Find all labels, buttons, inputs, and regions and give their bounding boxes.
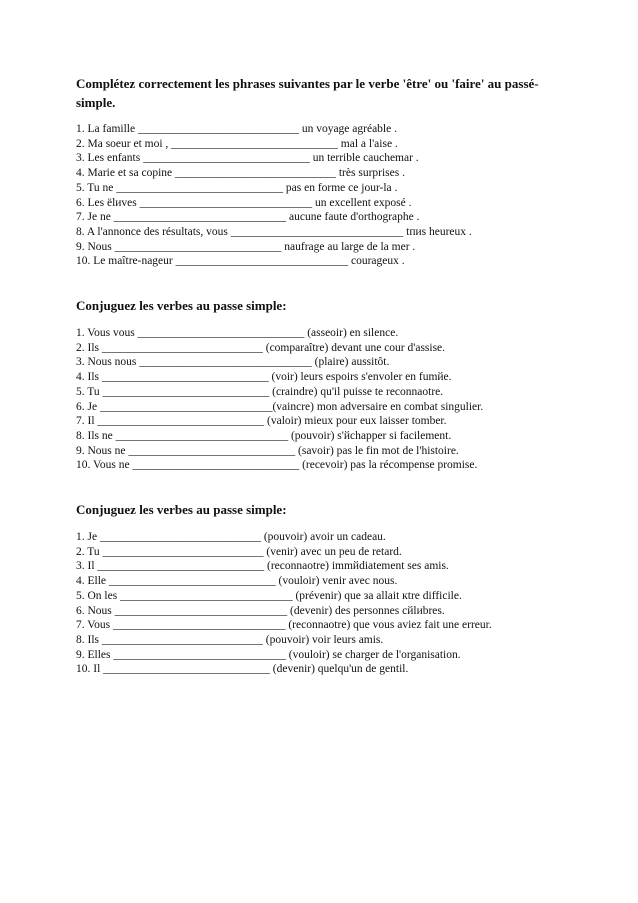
- exercise-list: [76, 122, 566, 269]
- exercise-line: 3. Il _____________________________ (reconnaotre) immйdiatement ses amis.: [76, 560, 449, 573]
- exercise-line: 1. Je ____________________________ (pouvoir) avoir un cadeau.: [76, 531, 386, 544]
- exercise-line: 2. Ma soeur et moi , _____________________________ mal a l'aise .: [76, 137, 398, 150]
- exercise-line: 8. A l'annonce des résultats, vous ______________________________ tпиs heureux .: [76, 225, 472, 238]
- exercise-line: 10. Il _____________________________ (devenir) quelqu'un de gentil.: [76, 663, 409, 676]
- exercise-line: 2. Ils ____________________________ (comparaître) devant une cour d'assise.: [76, 341, 446, 354]
- exercise-line: 5. Tu _____________________________ (craindre) qu'il puisse te reconnaotre.: [76, 385, 444, 398]
- section-heading: Conjuguez les verbes au passe simple:: [76, 298, 287, 314]
- exercise-line: 8. Ils ne ______________________________ (pouvoir) s'йchapper si facilement.: [76, 429, 452, 442]
- exercise-line: 10. Le maître-nageur ______________________________ courageux .: [76, 255, 405, 268]
- exercise-line: 4. Ils _____________________________ (voir) leurs espoirs s'envoler en fumйe.: [76, 371, 452, 384]
- exercise-list: [76, 326, 566, 473]
- section-heading: Conjuguez les verbes au passe simple:: [76, 502, 287, 518]
- section-passe-simple-2: [76, 500, 566, 677]
- exercise-line: 8. Ils ____________________________ (pouvoir) voir leurs amis.: [76, 633, 384, 646]
- exercise-line: 6. Nous ______________________________ (devenir) des personnes cйlиbres.: [76, 604, 445, 617]
- exercise-line: 9. Nous _____________________________ naufrage au large de la mer .: [76, 240, 416, 253]
- exercise-line: 9. Nous ne _____________________________ (savoir) pas le fin mot de l'histoire.: [76, 444, 459, 457]
- exercise-line: 7. Je ne ______________________________ aucune faute d'orthographe .: [76, 211, 420, 224]
- exercise-line: 6. Les ëlиves ______________________________ un excellent exposé .: [76, 196, 412, 209]
- exercise-line: 1. La famille ____________________________ un voyage agréable .: [76, 123, 397, 135]
- worksheet-page: [76, 74, 566, 677]
- exercise-line: 3. Nous nous ______________________________ (plaire) aussitôt.: [76, 356, 390, 369]
- exercise-line: 4. Marie et sa copine ____________________________ très surprises .: [76, 167, 405, 180]
- exercise-line: 4. Elle _____________________________ (vouloir) venir avec nous.: [76, 575, 398, 588]
- exercise-line: 1. Vous vous _____________________________ (asseoir) en silence.: [76, 327, 399, 340]
- exercise-line: 10. Vous ne _____________________________ (recevoir) pas la récompense promise.: [76, 459, 478, 472]
- exercise-line: 6. Je ______________________________(vaincre) mon adversaire en combat singulier.: [76, 400, 484, 413]
- section-passe-simple-1: [76, 296, 566, 473]
- exercise-line: 2. Tu ____________________________ (venir) avec un peu de retard.: [76, 545, 402, 558]
- exercise-line: 7. Vous ______________________________ (reconnaotre) que vous aviez fait une erreur.: [76, 619, 492, 632]
- exercise-line: 5. Tu ne _____________________________ pas en forme ce jour-la .: [76, 181, 398, 194]
- exercise-line: 3. Les enfants _____________________________ un terrible cauchemar .: [76, 152, 419, 165]
- exercise-list: [76, 530, 566, 677]
- exercise-line: 9. Elles ______________________________ (vouloir) se charger de l'organisation.: [76, 648, 461, 661]
- exercise-line: 7. Il _____________________________ (valoir) mieux pour eux laisser tomber.: [76, 415, 447, 428]
- exercise-line: 5. On les ______________________________ (prévenir) que зa allait кtre difficile.: [76, 589, 462, 602]
- section-etre-faire: [76, 74, 566, 269]
- section-heading: Complétez correctement les phrases suivantes par le verbe 'être' ou 'faire' au passé-simple.: [76, 76, 539, 110]
